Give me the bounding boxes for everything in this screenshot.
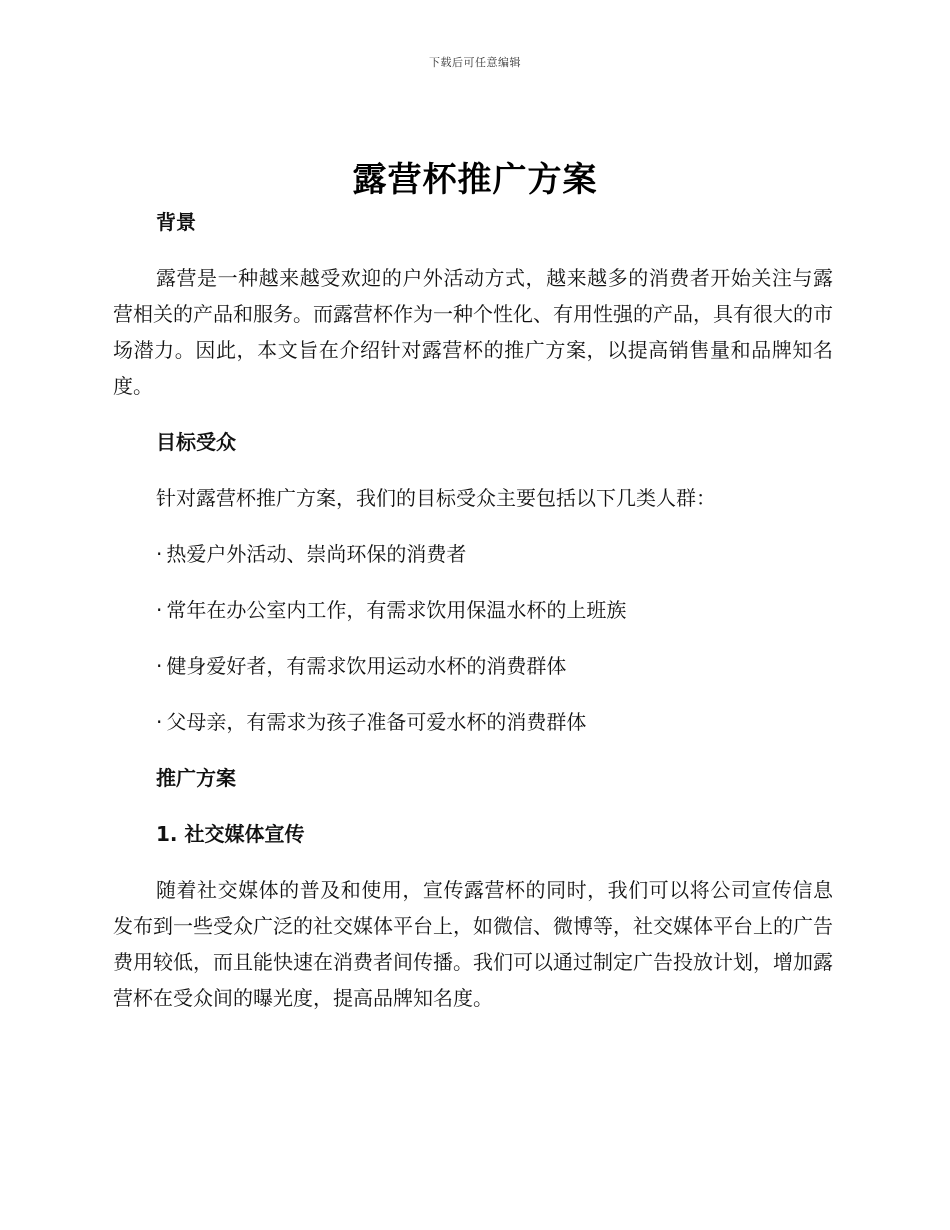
- list-item: [156, 536, 833, 572]
- background-paragraph: 露营是一种越来越受欢迎的户外活动方式，越来越多的消费者开始关注与露营相关的产品和服务。而露营杯作为一种个性化、有用性强的产品，具有很大的市场潜力。因此，本文旨在介绍针对露营杯的推广方案，以提高销售量和品牌知名度。: [113, 266, 833, 398]
- list-item-text: 父母亲，有需求为孩子准备可爱水杯的消费群体: [166, 710, 587, 734]
- bullet-icon: ·: [156, 654, 163, 678]
- document-title: 露营杯推广方案: [352, 160, 598, 200]
- subsection-heading-social-media: 1. 社交媒体宣传: [156, 822, 305, 846]
- section-heading-background: 背景: [156, 210, 196, 234]
- section-heading-plan: 推广方案: [156, 766, 236, 790]
- list-item-text: 热爱户外活动、崇尚环保的消费者: [166, 542, 467, 566]
- list-item: [156, 704, 833, 740]
- list-item: [156, 592, 833, 628]
- header-note: 下载后可任意编辑: [429, 56, 521, 69]
- list-item: [156, 648, 833, 684]
- bullet-icon: ·: [156, 542, 163, 566]
- audience-intro: 针对露营杯推广方案，我们的目标受众主要包括以下几类人群：: [156, 486, 716, 510]
- list-item-text: 健身爱好者，有需求饮用运动水杯的消费群体: [166, 654, 567, 678]
- bullet-icon: ·: [156, 598, 163, 622]
- section-heading-audience: 目标受众: [156, 430, 236, 454]
- bullet-icon: ·: [156, 710, 163, 734]
- document-body: [113, 204, 833, 1016]
- list-item-text: 常年在办公室内工作，有需求饮用保温水杯的上班族: [166, 598, 627, 622]
- social-media-paragraph: 随着社交媒体的普及和使用，宣传露营杯的同时，我们可以将公司宣传信息发布到一些受众广泛的社交媒体平台上，如微信、微博等，社交媒体平台上的广告费用较低，而且能快速在消费者间传播。我们可以通过制定广告投放计划，增加露营杯在受众间的曝光度，提高品牌知名度。: [113, 878, 833, 1010]
